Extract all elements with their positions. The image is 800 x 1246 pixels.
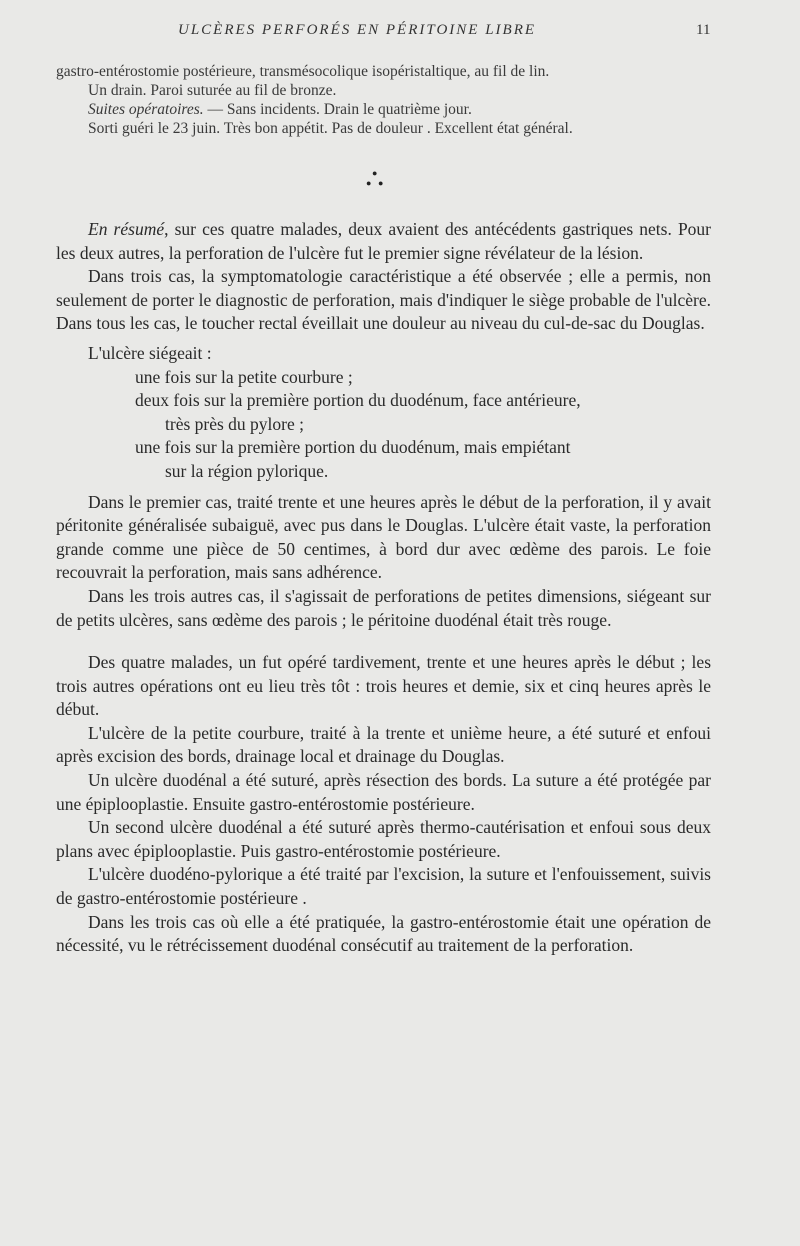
- paragraph: Un drain. Paroi suturée au fil de bronze.: [88, 82, 337, 99]
- paragraph: Un second ulcère duodénal a été suturé après thermo-cautérisation et enfoui sous deux plans avec épiplooplastie. Puis gastro-entérostomie postérieure.: [56, 817, 711, 861]
- paragraph: Dans les trois cas où elle a été pratiquée, la gastro-entérostomie était une opération de nécessité, vu le rétrécissement duodénal consécutif au traitement de la perforation.: [56, 911, 711, 956]
- asterisk: ●: [372, 168, 378, 178]
- paragraph: Sorti guéri le 23 juin. Très bon appétit. Pas de douleur . Excellent état général.: [88, 120, 573, 137]
- section-separator: [360, 168, 390, 192]
- paragraph: Suites opératoires. — Sans incidents. Drain le quatrième jour.: [88, 101, 472, 118]
- paragraph: L'ulcère duodéno-pylorique a été traité par l'excision, la suture et l'enfouissement, suivis de gastro-entérostomie postérieure .: [56, 864, 711, 909]
- asterisk: ●: [378, 178, 384, 188]
- running-title: ULCÈRES PERFORÉS EN PÉRITOINE LIBRE: [178, 22, 537, 38]
- main-text: [56, 218, 711, 958]
- list-item-continued: sur la région pylorique.: [165, 460, 329, 481]
- list-item: une fois sur la petite courbure ;: [135, 366, 353, 387]
- paragraph: L'ulcère de la petite courbure, traité à la trente et unième heure, a été suturé et enfoui après excision des bords, drainage local et drainage du Douglas.: [56, 722, 711, 767]
- running-header: [0, 22, 800, 44]
- paragraph: gastro-entérostomie postérieure, transmésocolique isopéristaltique, au fil de lin.: [56, 63, 550, 80]
- paragraph: En résumé, sur ces quatre malades, deux avaient des antécédents gastriques nets. Pour les deux autres, la perforation de l'ulcère fut le premier signe révélateur de la lésion.: [56, 219, 712, 263]
- paragraph: Dans les trois autres cas, il s'agissait de perforations de petites dimensions, siégeant sur de petits ulcères, sans œdème des parois ; le péritoine duodénal était très rouge.: [56, 585, 711, 630]
- list-intro: L'ulcère siégeait :: [88, 342, 212, 363]
- paragraph: Des quatre malades, un fut opéré tardivement, trente et une heures après le début ; les trois autres opérations ont eu lieu très tôt : trois heures et demie, six et cinq heures après le début.: [56, 652, 711, 720]
- asterisk: ●: [366, 178, 372, 188]
- case-conclusion-block: [56, 62, 711, 138]
- list-item-continued: très près du pylore ;: [165, 413, 304, 434]
- paragraph: Dans le premier cas, traité trente et une heures après le début de la perforation, il y avait péritonite généralisée subaiguë, avec pus dans le Douglas. L'ulcère était vaste, la perforation grande comme une pièce de 50 centimes, à bord dur avec œdème des parois. Le foie recouvrait la perforation, mais sans adhérence.: [56, 491, 711, 583]
- paragraph: Un ulcère duodénal a été suturé, après résection des bords. La suture a été protégée par une épiplooplastie. Ensuite gastro-entérostomie postérieure.: [56, 770, 711, 814]
- list-item: deux fois sur la première portion du duodénum, face antérieure,: [135, 390, 581, 411]
- paragraph: Dans trois cas, la symptomatologie caractéristique a été observée ; elle a permis, non seulement de porter le diagnostic de perforation, mais d'indiquer le siège probable de l'ulcère. Dans tous les cas, le toucher rectal éveillait une douleur au niveau du cul-de-sac du Douglas.: [56, 266, 711, 334]
- page-number: 11: [696, 22, 711, 38]
- section-label: Suites opératoires.: [88, 101, 204, 118]
- resume-label: En résumé: [88, 219, 165, 239]
- list-item: une fois sur la première portion du duodénum, mais empiétant: [135, 437, 571, 458]
